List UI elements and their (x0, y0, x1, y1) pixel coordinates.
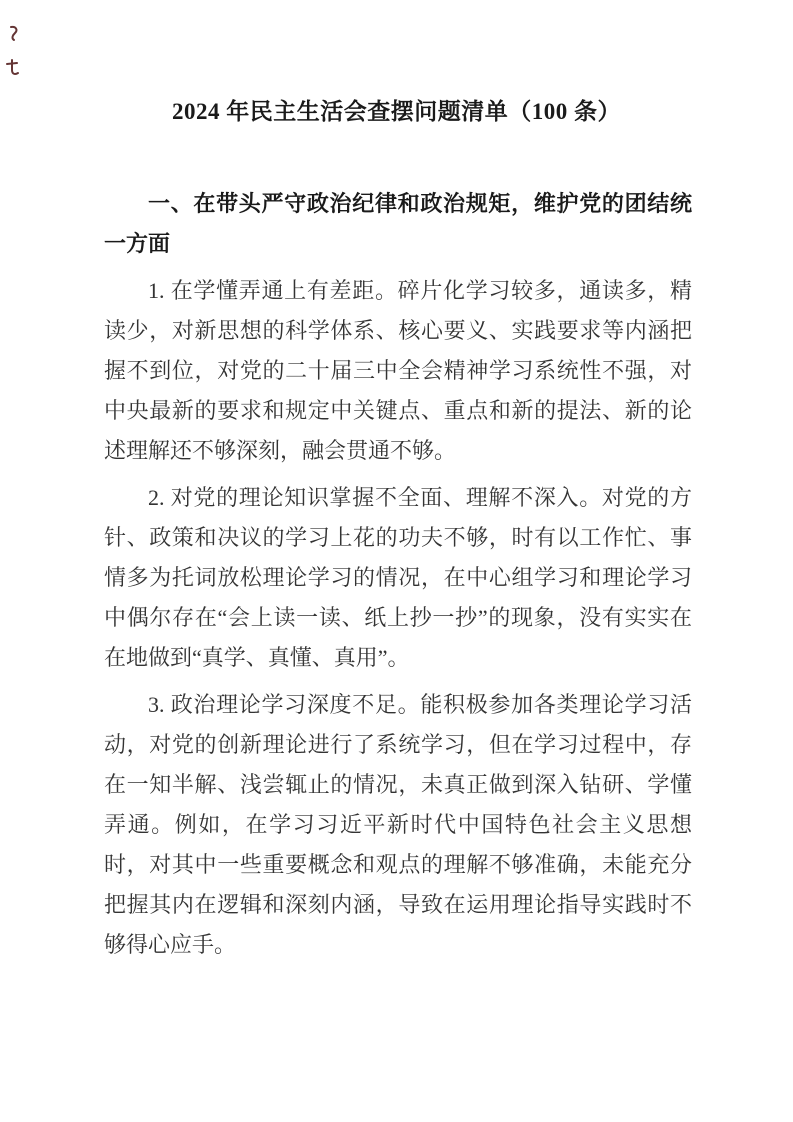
paragraph-2: 2. 对党的理论知识掌握不全面、理解不深入。对党的方针、政策和决议的学习上花的功夫不够，时有以工作忙、事情多为托词放松理论学习的情况，在中心组学习和理论学习中偶尔存在“会上读一读、纸上抄一抄”的现象，没有实实在在地做到“真学、真懂、真用”。 (104, 485, 692, 670)
ink-mark-icon (5, 58, 20, 82)
paragraph-1: 1. 在学懂弄通上有差距。碎片化学习较多，通读多，精读少，对新思想的科学体系、核心要义、实践要求等内涵把握不到位，对党的二十届三中全会精神学习系统性不强，对中央最新的要求和规定中关键点、重点和新的提法、新的论述理解还不够深刻，融会贯通不够。 (104, 278, 692, 463)
section-heading: 一、在带头严守政治纪律和政治规矩，维护党的团结统一方面 (104, 191, 692, 256)
ink-mark-icon (8, 25, 20, 47)
document-body (104, 184, 692, 965)
document-title: 2024 年民主生活会查摆问题清单（100 条） (172, 99, 621, 124)
paragraph-3: 3. 政治理论学习深度不足。能积极参加各类理论学习活动，对党的创新理论进行了系统学习，但在学习过程中，存在一知半解、浅尝辄止的情况，未真正做到深入钻研、学懂弄通。例如，在学习习近平新时代中国特色社会主义思想时，对其中一些重要概念和观点的理解不够准确，未能充分把握其内在逻辑和深刻内涵，导致在运用理论指导实践时不够得心应手。 (104, 692, 692, 957)
